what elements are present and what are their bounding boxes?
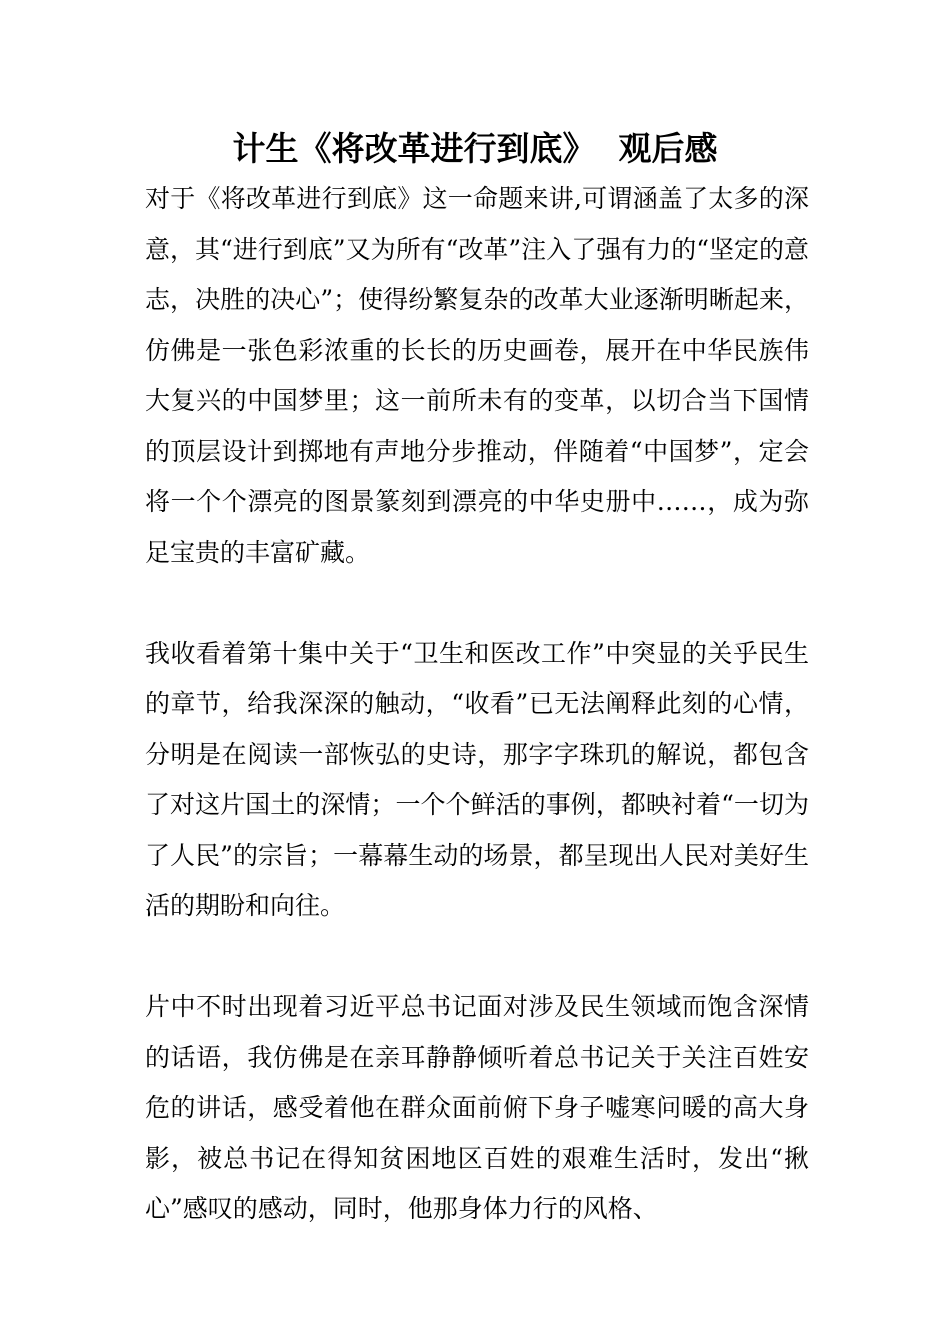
- paragraph-2: 我收看着第十集中关于“卫生和医改工作”中突显的关乎民生的章节，给我深深的触动，“收看”已无法阐释此刻的心情，分明是在阅读一部恢弘的史诗，那字字珠玑的解说，都包含了对这片国土的深情；一个个鲜活的事例，都映衬着“一切为了人民”的宗旨；一幕幕生动的场景，都呈现出人民对美好生活的期盼和向往。: [145, 638, 809, 920]
- paragraph-3: 片中不时出现着习近平总书记面对涉及民生领域而饱含深情的话语，我仿佛是在亲耳静静倾听着总书记关于关注百姓安危的讲话，感受着他在群众面前俯下身子嘘寒问暖的高大身影，被总书记在得知贫困地区百姓的艰难生活时，发出“揪心”感叹的感动，同时，他那身体力行的风格、: [145, 992, 809, 1223]
- paragraph-1: 对于《将改革进行到底》这一命题来讲,可谓涵盖了太多的深意，其“进行到底”又为所有“改革”注入了强有力的“坚定的意志，决胜的决心”；使得纷繁复杂的改革大业逐渐明晰起来，仿佛是一张色彩浓重的长长的历史画卷，展开在中华民族伟大复兴的中国梦里；这一前所未有的变革，以切合当下国情的顶层设计到掷地有声地分步推动，伴随着“中国梦”，定会将一个个漂亮的图景篆刻到漂亮的中华史册中……，成为弥足宝贵的丰富矿藏。: [145, 184, 809, 567]
- document-title: 计生《将改革进行到底》 观后感: [232, 129, 718, 168]
- document-body: [145, 174, 809, 1235]
